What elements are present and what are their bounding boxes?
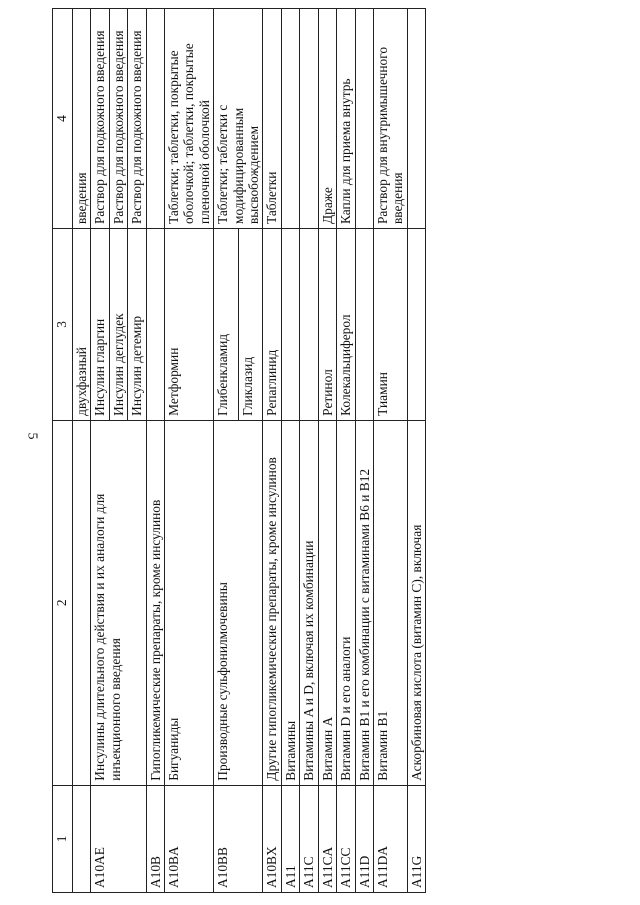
form-cell: Раствор для подкожного введения [109, 9, 127, 229]
drug-cell [407, 229, 425, 421]
drug-cell [355, 229, 373, 421]
code-cell: A10B [146, 785, 164, 892]
table-row [355, 9, 373, 893]
drug-cell [300, 229, 318, 421]
table-row [407, 9, 425, 893]
code-cell: A11CC [337, 785, 355, 892]
form-cell [407, 9, 425, 229]
name-cell: Гипогликемические препараты, кроме инсулинов [146, 420, 164, 785]
name-cell: Витамин B1 [373, 420, 407, 785]
code-cell: A10AE [91, 785, 146, 892]
code-cell: A11D [355, 785, 373, 892]
name-cell: Другие гипогликемические препараты, кроме инсулинов [263, 420, 281, 785]
form-cell [281, 9, 299, 229]
code-cell: A11CA [318, 785, 336, 892]
table-header-row [53, 9, 73, 893]
drug-cell [146, 229, 164, 421]
form-cell: Капли для приема внутрь [337, 9, 355, 229]
header-col-1: 1 [53, 785, 73, 892]
table-row [165, 9, 214, 893]
form-cell: Таблетки; таблетки с модифицированным высвобождением [214, 9, 263, 229]
name-cell: Витамин A [318, 420, 336, 785]
header-col-2: 2 [53, 420, 73, 785]
table-row [214, 9, 239, 893]
code-cell: A10BX [263, 785, 281, 892]
name-cell: Инсулины длительного действия и их аналоги для инъекционного введения [91, 420, 146, 785]
drug-cell: Глибенкламид [214, 229, 239, 421]
header-col-3: 3 [53, 229, 73, 421]
name-cell [73, 420, 91, 785]
form-cell: Таблетки; таблетки, покрытые оболочкой; таблетки, покрытые пленочной оболочкой [165, 9, 214, 229]
drug-cell: Ретинол [318, 229, 336, 421]
table-row [263, 9, 281, 893]
table-row [373, 9, 407, 893]
drug-cell: Гликлазид [238, 229, 263, 421]
form-cell: Раствор для подкожного введения [91, 9, 109, 229]
drug-cell: Инсулин гларгин [91, 229, 109, 421]
form-cell: Драже [318, 9, 336, 229]
drug-table [52, 8, 426, 893]
table-row [146, 9, 164, 893]
name-cell: Витамин D и его аналоги [337, 420, 355, 785]
name-cell: Производные сульфонилмочевины [214, 420, 263, 785]
code-cell: A11C [300, 785, 318, 892]
form-cell: Раствор для внутримышечного введения [373, 9, 407, 229]
drug-cell: Колекальциферол [337, 229, 355, 421]
table-row [281, 9, 299, 893]
drug-cell: Метформин [165, 229, 214, 421]
code-cell: A10BB [214, 785, 263, 892]
name-cell: Витамины A и D, включая их комбинации [300, 420, 318, 785]
form-cell [300, 9, 318, 229]
table-row [73, 9, 91, 893]
form-cell: введения [73, 9, 91, 229]
name-cell: Аскорбиновая кислота (витамин C), включая [407, 420, 425, 785]
code-cell: A11G [407, 785, 425, 892]
drug-cell: Тиамин [373, 229, 407, 421]
page-number: 5 [24, 432, 40, 440]
form-cell: Раствор для подкожного введения [128, 9, 146, 229]
table-row [300, 9, 318, 893]
drug-cell: Репаглинид [263, 229, 281, 421]
header-col-4: 4 [53, 9, 73, 229]
form-cell: Таблетки [263, 9, 281, 229]
table-row [91, 9, 109, 893]
drug-cell [281, 229, 299, 421]
code-cell: A11 [281, 785, 299, 892]
table-row [318, 9, 336, 893]
drug-cell: Инсулин деглудек [109, 229, 127, 421]
code-cell: A10BA [165, 785, 214, 892]
name-cell: Витамины [281, 420, 299, 785]
code-cell [73, 785, 91, 892]
name-cell: Бигуаниды [165, 420, 214, 785]
table-row [337, 9, 355, 893]
drug-cell: двухфазный [73, 229, 91, 421]
code-cell: A11DA [373, 785, 407, 892]
drug-cell: Инсулин детемир [128, 229, 146, 421]
form-cell [355, 9, 373, 229]
document-page [52, 8, 640, 888]
name-cell: Витамин B1 и его комбинации с витаминами B6 и B12 [355, 420, 373, 785]
form-cell [146, 9, 164, 229]
